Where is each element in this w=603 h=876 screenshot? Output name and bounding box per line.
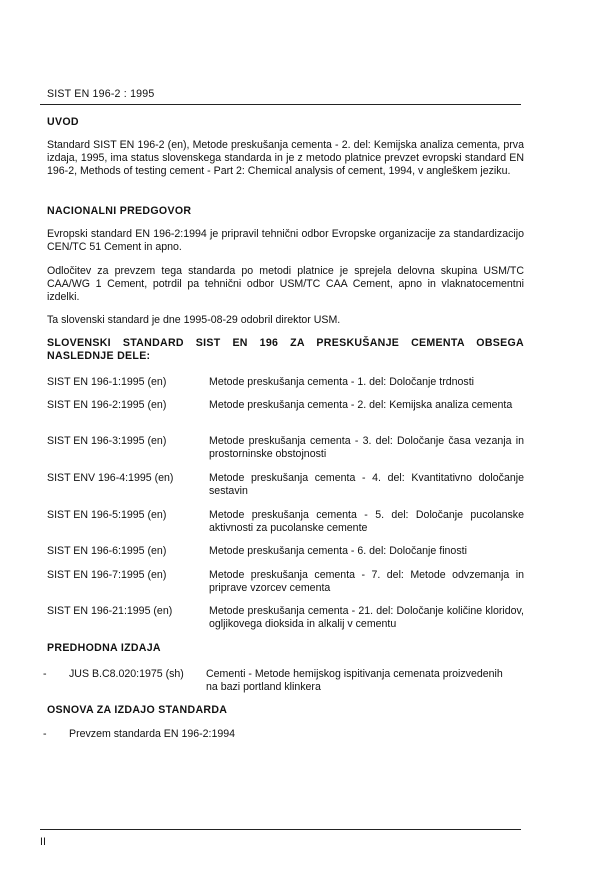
- standard-title: Metode preskušanja cementa - 1. del: Določanje trdnosti: [209, 376, 474, 388]
- standard-title: Metode preskušanja cementa - 7. del: Metode odvzemanja in priprave vzorcev cementa: [209, 569, 524, 594]
- nacionalni-paragraph-2: Odločitev za prevzem tega standarda po metodi platnice je sprejela delovna skupina USM/TC CAA/WG 1 Cement, potrdil pa tehnični odbor USM/TC CAA Cement, apno in vlaknatocementni izdelki.: [47, 265, 524, 303]
- uvod-paragraph: Standard SIST EN 196-2 (en), Metode preskušanja cementa - 2. del: Kemijska analiza cementa, prva izdaja, 1995, ima status slovenskega standarda in je z metodo platnice prevzet evropski standard EN 196-2, Methods of testing cement - Part 2: Chemical analysis of cement, 1994, v angleškem jeziku.: [47, 139, 524, 177]
- standard-code: SIST EN 196-6:1995 (en): [47, 545, 167, 557]
- list-dash: -: [43, 668, 47, 680]
- previous-edition-code: JUS B.C8.020:1975 (sh): [69, 668, 184, 680]
- standard-title: Metode preskušanja cementa - 4. del: Kvantitativno določanje sestavin: [209, 472, 524, 497]
- standard-code: SIST ENV 196-4:1995 (en): [47, 472, 174, 484]
- page-number: II: [40, 836, 46, 848]
- nacionalni-predgovor-heading: NACIONALNI PREDGOVOR: [47, 205, 192, 217]
- standard-code: SIST EN 196-21:1995 (en): [47, 605, 173, 617]
- nacionalni-paragraph-3: Ta slovenski standard je dne 1995-08-29 odobril direktor USM.: [47, 314, 341, 326]
- footer-rule: [40, 829, 521, 830]
- series-heading-line-2: NASLEDNJE DELE:: [47, 350, 151, 362]
- standard-code: SIST EN 196-7:1995 (en): [47, 569, 167, 581]
- osnova-heading: OSNOVA ZA IZDAJO STANDARDA: [47, 704, 228, 716]
- series-heading-line-1: SLOVENSKI STANDARD SIST EN 196 ZA PRESKUŠANJE CEMENTA OBSEGA: [47, 337, 524, 349]
- header-rule: [40, 104, 521, 105]
- standard-title: Metode preskušanja cementa - 2. del: Kemijska analiza cementa: [209, 399, 513, 411]
- list-dash: -: [43, 728, 47, 740]
- predhodna-izdaja-heading: PREDHODNA IZDAJA: [47, 642, 161, 654]
- standard-title: Metode preskušanja cementa - 21. del: Določanje količine kloridov, ogljikovega dioksida in alkalij v cementu: [209, 605, 524, 630]
- previous-edition-title: Cementi - Metode hemijskog ispitivanja cemenata proizvedenih na bazi portland klinkera: [206, 668, 503, 693]
- uvod-heading: UVOD: [47, 116, 79, 128]
- standard-title: Metode preskušanja cementa - 5. del: Določanje pucolanske aktivnosti za pucolanske cemente: [209, 509, 524, 534]
- standard-code: SIST EN 196-5:1995 (en): [47, 509, 167, 521]
- standard-code: SIST EN 196-3:1995 (en): [47, 435, 167, 447]
- standard-code: SIST EN 196-1:1995 (en): [47, 376, 167, 388]
- standard-title: Metode preskušanja cementa - 3. del: Določanje časa vezanja in prostorninske obstojnosti: [209, 435, 524, 460]
- basis-text: Prevzem standarda EN 196-2:1994: [69, 728, 236, 740]
- running-header: SIST EN 196-2 : 1995: [47, 88, 155, 100]
- nacionalni-paragraph-1: Evropski standard EN 196-2:1994 je pripravil tehnični odbor Evropske organizacije za standardizacijo CEN/TC 51 Cement in apno.: [47, 228, 524, 253]
- standard-title: Metode preskušanja cementa - 6. del: Določanje finosti: [209, 545, 467, 557]
- standard-code: SIST EN 196-2:1995 (en): [47, 399, 167, 411]
